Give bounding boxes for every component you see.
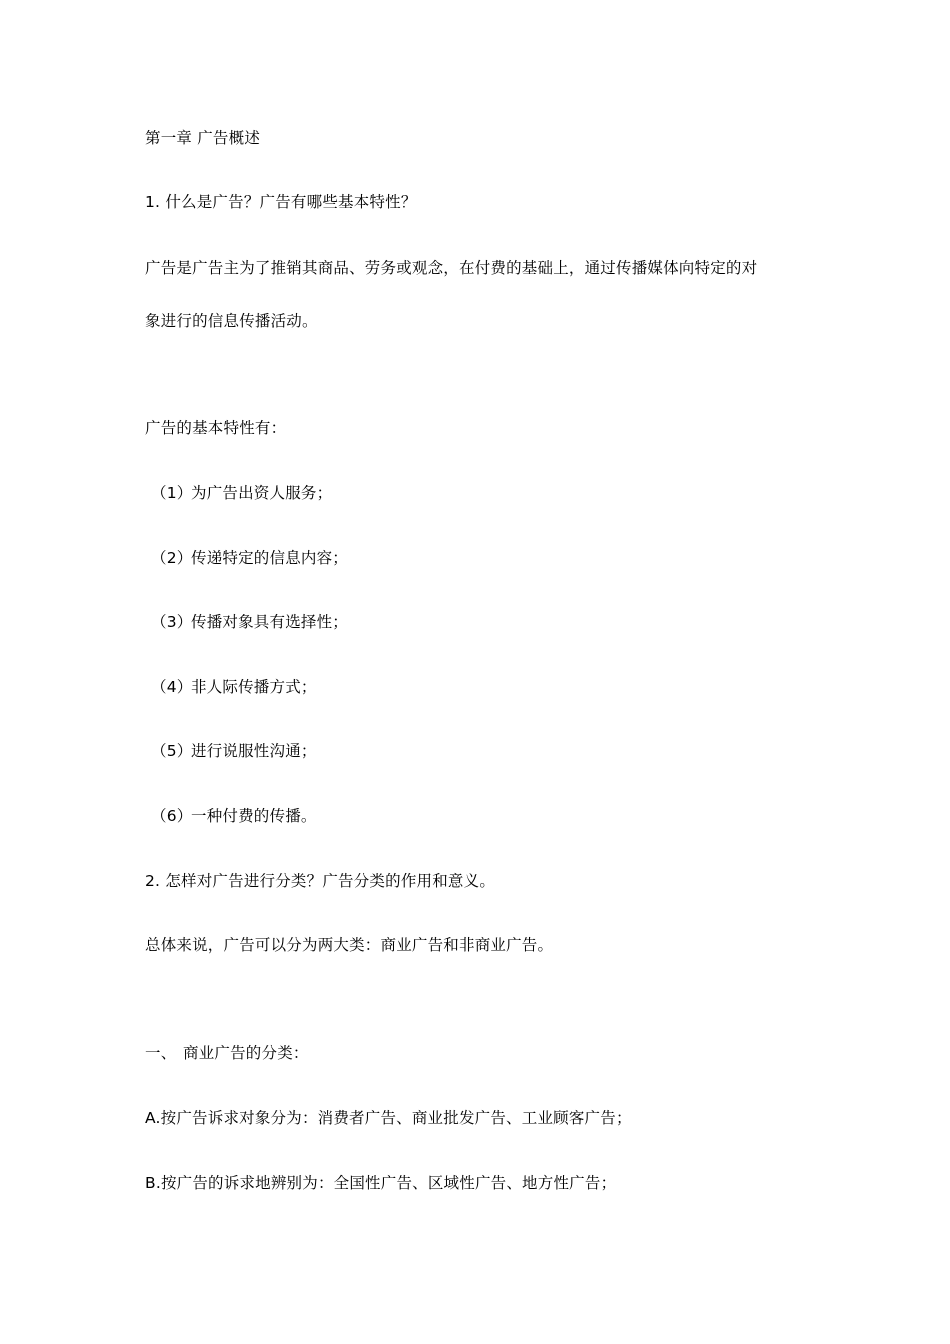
section-number: 一、 [145,1044,177,1062]
feature-number: （1） [151,484,193,502]
feature-number: （5） [151,742,193,760]
feature-item [151,806,317,826]
feature-text: 传播对象具有选择性； [191,613,349,631]
feature-number: （6） [151,807,193,825]
feature-number: （2） [151,549,193,567]
feature-text: 进行说服性沟通； [191,742,317,760]
feature-number: （3） [151,613,193,631]
feature-text: 传递特定的信息内容； [191,549,349,567]
question-2-title: 2. 怎样对广告进行分类？广告分类的作用和意义。 [145,872,496,890]
classification-item-a: A.按广告诉求对象分为：消费者广告、商业批发广告、工业顾客广告； [145,1109,632,1127]
section-title: 商业广告的分类： [183,1044,309,1062]
feature-item [151,548,348,568]
feature-item [151,483,332,503]
feature-item [151,612,348,632]
section-heading [145,1043,309,1063]
features-intro: 广告的基本特性有： [145,419,287,437]
feature-item [151,741,317,761]
feature-text: 非人际传播方式； [191,678,317,696]
chapter-title: 第一章 广告概述 [145,129,261,147]
feature-number: （4） [151,678,193,696]
feature-text: 一种付费的传播。 [191,807,317,825]
feature-text: 为广告出资人服务； [191,484,333,502]
definition-line-2: 象进行的信息传播活动。 [145,312,318,330]
classification-item-b: B.按广告的诉求地辨别为：全国性广告、区域性广告、地方性广告； [145,1174,617,1192]
question-1-title: 1. 什么是广告？广告有哪些基本特性？ [145,193,417,211]
classification-summary: 总体来说，广告可以分为两大类：商业广告和非商业广告。 [145,936,554,954]
feature-item [151,677,317,697]
definition-line-1: 广告是广告主为了推销其商品、劳务或观念，在付费的基础上，通过传播媒体向特定的对 [145,259,758,277]
